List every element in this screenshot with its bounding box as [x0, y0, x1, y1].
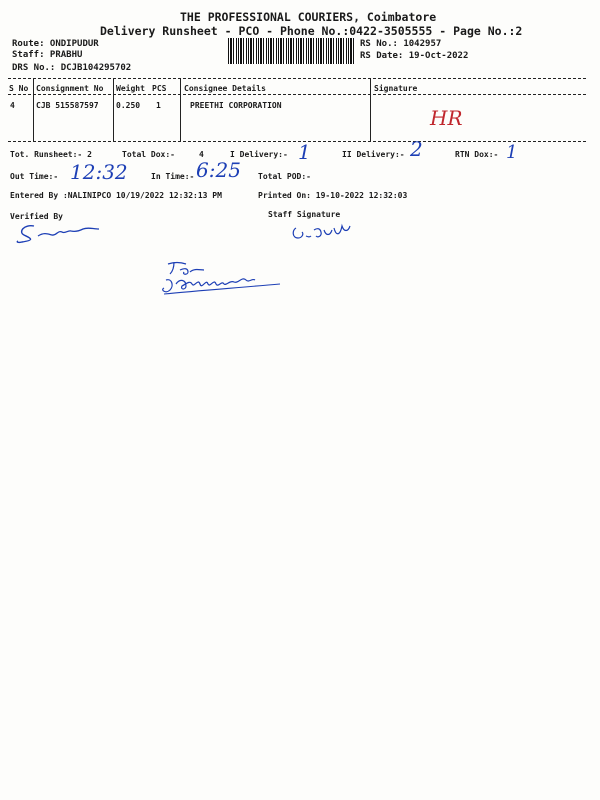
col-header-signature: Signature — [374, 84, 418, 93]
col-divider — [33, 79, 34, 141]
col-header-consignee: Consignee Details — [184, 84, 266, 93]
supervisor-signature — [158, 260, 288, 304]
table-top-rule — [8, 78, 586, 79]
runsheet-subtitle: Delivery Runsheet - PCO - Phone No.:0422-3505555 - Page No.:2 — [100, 24, 523, 38]
ii-delivery-label: II Delivery:- — [342, 150, 405, 159]
row-sno: 4 — [10, 101, 15, 110]
table-bottom-rule — [8, 141, 586, 142]
out-time-handwriting: 12:32 — [70, 160, 128, 184]
col-divider — [370, 79, 371, 141]
col-header-pcs: PCS — [152, 84, 167, 93]
staff-signature — [290, 222, 360, 244]
barcode — [228, 38, 356, 64]
row-consignment: CJB 515587597 — [36, 101, 99, 110]
printed-on: Printed On: 19-10-2022 12:32:03 — [258, 191, 408, 200]
table-header-rule — [8, 94, 586, 95]
total-dox-label: Total Dox:- — [122, 150, 175, 159]
row-signature-handwriting: HR — [430, 106, 463, 130]
col-header-consignment: Consignment No — [36, 84, 104, 93]
row-pcs: 1 — [156, 101, 161, 110]
rtn-dox-label: RTN Dox:- — [455, 150, 499, 159]
staff-signature-label: Staff Signature — [268, 210, 341, 219]
rs-date: RS Date: 19-Oct-2022 — [360, 51, 469, 61]
total-dox-value: 4 — [199, 150, 204, 159]
i-delivery-label: I Delivery:- — [230, 150, 288, 159]
entered-by: Entered By :NALINIPCO 10/19/2022 12:32:13 PM — [10, 191, 222, 200]
route-label: Route: ONDIPUDUR — [12, 39, 99, 49]
staff-label: Staff: PRABHU — [12, 50, 83, 60]
in-time-handwriting: 6:25 — [196, 158, 241, 182]
company-title: THE PROFESSIONAL COURIERS, Coimbatore — [180, 10, 437, 24]
verified-signature — [14, 220, 106, 246]
row-consignee: PREETHI CORPORATION — [190, 101, 282, 110]
verified-by-label: Verified By — [10, 212, 63, 221]
col-header-weight: Weight — [116, 84, 145, 93]
rs-number: RS No.: 1042957 — [360, 39, 442, 49]
out-time-label: Out Time:- — [10, 172, 59, 181]
row-weight: 0.250 — [116, 101, 141, 110]
i-delivery-handwriting: 1 — [298, 140, 311, 164]
col-header-sno: S No — [9, 84, 29, 93]
col-divider — [180, 79, 181, 141]
in-time-label: In Time:- — [151, 172, 195, 181]
total-pod-label: Total POD:- — [258, 172, 311, 181]
tot-runsheet: Tot. Runsheet:- 2 — [10, 150, 92, 159]
col-divider — [113, 79, 114, 141]
drs-number: DRS No.: DCJB104295702 — [12, 63, 132, 73]
rtn-dox-handwriting: 1 — [506, 142, 518, 163]
ii-delivery-handwriting: 2 — [410, 137, 423, 161]
